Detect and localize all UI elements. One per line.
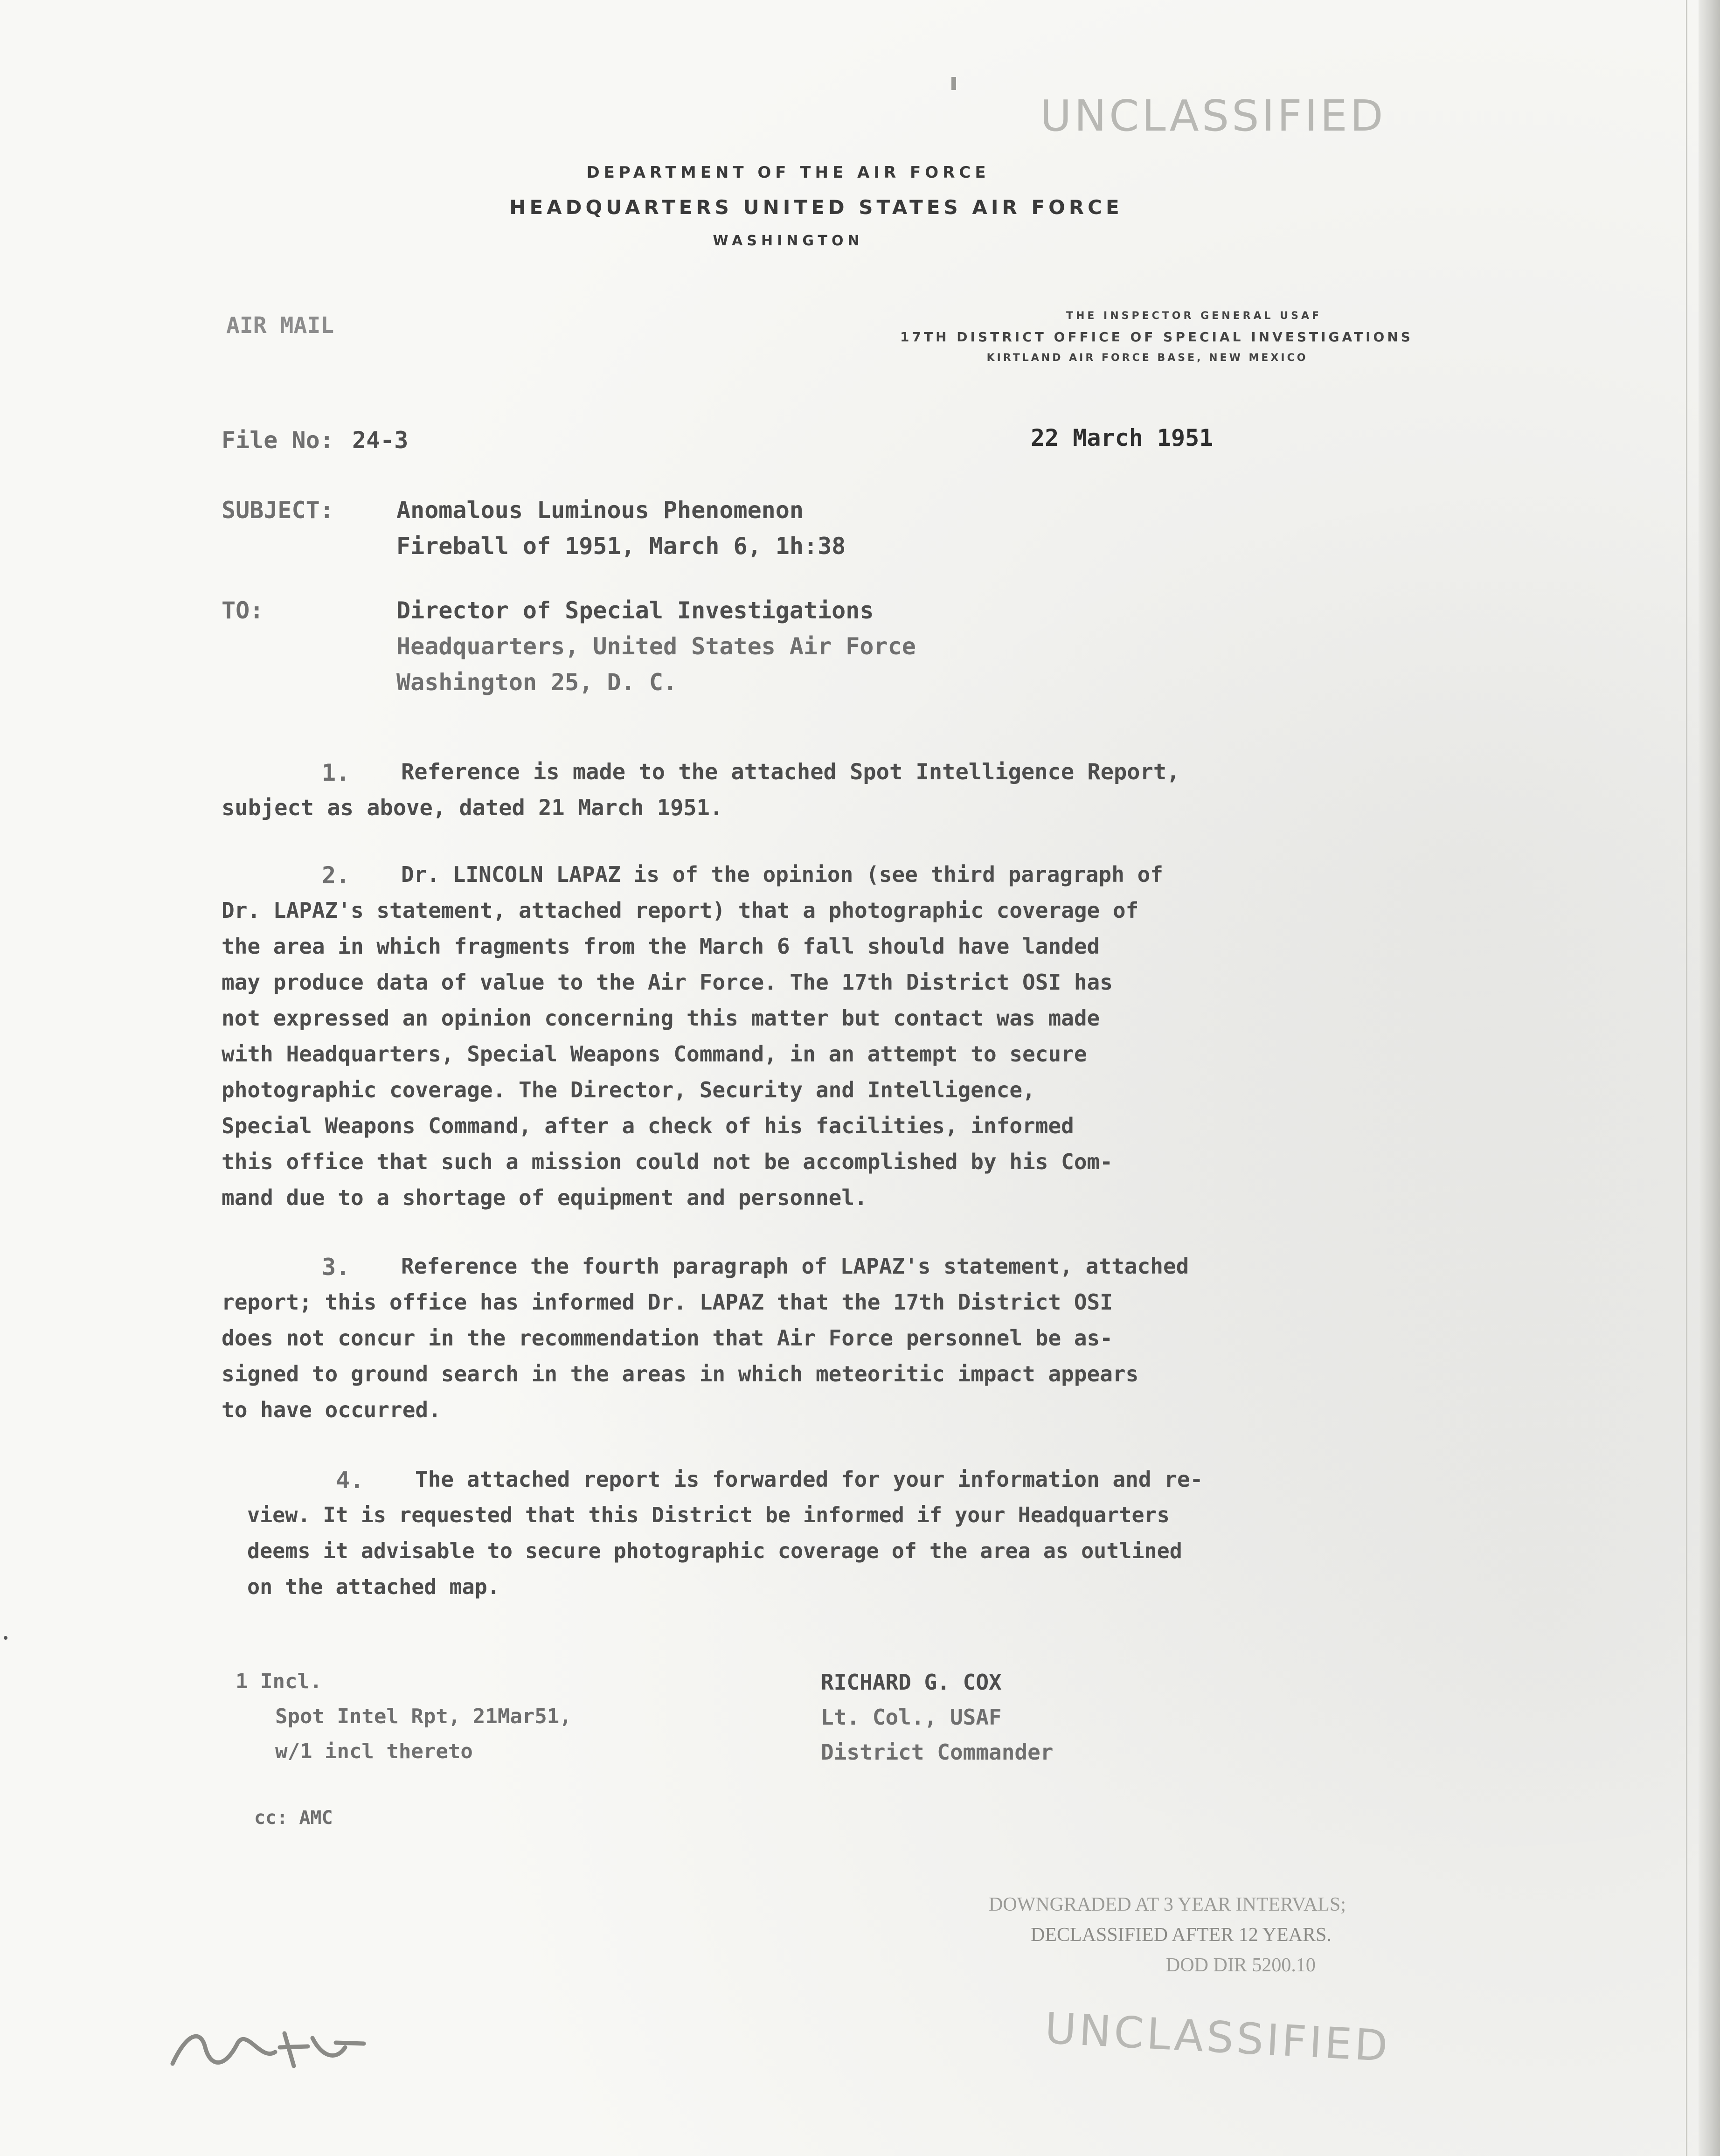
paragraph-1-line: Reference is made to the attached Spot Intelligence Report, (401, 759, 1180, 785)
paragraph-3-line: signed to ground search in the areas in which meteoritic impact appears (222, 1361, 1139, 1386)
paragraph-2-line: may produce data of value to the Air Force. The 17th District OSI has (222, 970, 1113, 995)
office-block (881, 310, 1432, 364)
office-line-3: KIRTLAND AIR FORCE BASE, NEW MEXICO (986, 352, 1308, 364)
enclosure-line-2: Spot Intel Rpt, 21Mar51, (275, 1705, 572, 1728)
to-line-1: Director of Special Investigations (396, 597, 874, 624)
paragraph-2-line: the area in which fragments from the March 6 fall should have landed (222, 934, 1100, 959)
file-no-value: 24-3 (352, 427, 409, 454)
paragraph-4-number: 4. (336, 1467, 364, 1494)
paragraph-4-line: view. It is requested that this District be informed if your Headquarters (247, 1503, 1170, 1527)
letterhead-city: WASHINGTON (713, 233, 864, 249)
paragraph-2-line: this office that such a mission could not be accomplished by his Com- (222, 1149, 1113, 1174)
subject-line-2: Fireball of 1951, March 6, 1h:38 (396, 533, 846, 560)
paragraph-3-line: report; this office has informed Dr. LAPAZ that the 17th District OSI (222, 1289, 1113, 1315)
hole-punch-mark (951, 77, 956, 90)
office-line-1: THE INSPECTOR GENERAL USAF (1066, 310, 1322, 322)
letter-date: 22 March 1951 (1031, 424, 1214, 451)
file-no-label: File No: (222, 427, 334, 454)
paragraph-3-number: 3. (322, 1254, 350, 1281)
enclosure-line-1: 1 Incl. (236, 1670, 322, 1693)
paragraph-4-line: on the attached map. (247, 1574, 500, 1599)
scan-edge-line (1686, 0, 1687, 2156)
paragraph-2-number: 2. (322, 862, 350, 889)
downgrade-line-1: DOWNGRADED AT 3 YEAR INTERVALS; (989, 1894, 1346, 1915)
paragraph-4-line: The attached report is forwarded for your information and re- (415, 1467, 1203, 1492)
paragraph-3-line: to have occurred. (222, 1397, 441, 1422)
enclosure-line-3: w/1 incl thereto (275, 1740, 473, 1763)
signer-name: RICHARD G. COX (821, 1670, 1002, 1695)
handwritten-initials (168, 2019, 401, 2075)
to-line-2: Headquarters, United States Air Force (396, 633, 916, 660)
paragraph-4-line: deems it advisable to secure photographic coverage of the area as outlined (247, 1539, 1182, 1563)
scan-edge-shadow (1699, 0, 1720, 2156)
paragraph-2-line: Special Weapons Command, after a check of his facilities, informed (222, 1113, 1074, 1138)
letterhead-department: DEPARTMENT OF THE AIR FORCE (586, 163, 990, 182)
letterhead (420, 163, 1213, 249)
downgrade-line-3: DOD DIR 5200.10 (1166, 1955, 1316, 1976)
signer-rank: Lt. Col., USAF (821, 1705, 1002, 1730)
paragraph-1-number: 1. (322, 759, 350, 786)
paragraph-1-line: subject as above, dated 21 March 1951. (222, 795, 723, 821)
letterhead-headquarters: HEADQUARTERS UNITED STATES AIR FORCE (509, 196, 1123, 219)
paragraph-3-line: does not concur in the recommendation that Air Force personnel be as- (222, 1325, 1113, 1351)
paragraph-2-line: not expressed an opinion concerning this matter but contact was made (222, 1005, 1100, 1031)
paragraph-2-line: Dr. LAPAZ's statement, attached report) that a photographic coverage of (222, 898, 1139, 923)
paragraph-2-line: with Headquarters, Special Weapons Command, in an attempt to secure (222, 1041, 1087, 1067)
paragraph-2-line: photographic coverage. The Director, Security and Intelligence, (222, 1077, 1035, 1102)
paragraph-2-line: mand due to a shortage of equipment and personnel. (222, 1185, 867, 1210)
signer-title: District Commander (821, 1740, 1054, 1765)
cc-line: cc: AMC (254, 1807, 333, 1829)
classification-stamp-top: UNCLASSIFIED (1040, 91, 1386, 141)
downgrade-line-2: DECLASSIFIED AFTER 12 YEARS. (1031, 1924, 1332, 1946)
paragraph-2-line: Dr. LINCOLN LAPAZ is of the opinion (see third paragraph of (401, 862, 1163, 887)
to-line-3: Washington 25, D. C. (396, 669, 678, 696)
subject-label: SUBJECT: (222, 497, 334, 524)
scan-speck (4, 1636, 7, 1640)
mail-type: AIR MAIL (226, 312, 334, 339)
classification-stamp-bottom: UNCLASSIFIED (1043, 2003, 1392, 2072)
to-label: TO: (222, 597, 264, 624)
office-line-2: 17TH DISTRICT OFFICE OF SPECIAL INVESTIGATIONS (900, 329, 1413, 345)
subject-line-1: Anomalous Luminous Phenomenon (396, 497, 804, 524)
paragraph-3-line: Reference the fourth paragraph of LAPAZ's statement, attached (401, 1254, 1189, 1279)
